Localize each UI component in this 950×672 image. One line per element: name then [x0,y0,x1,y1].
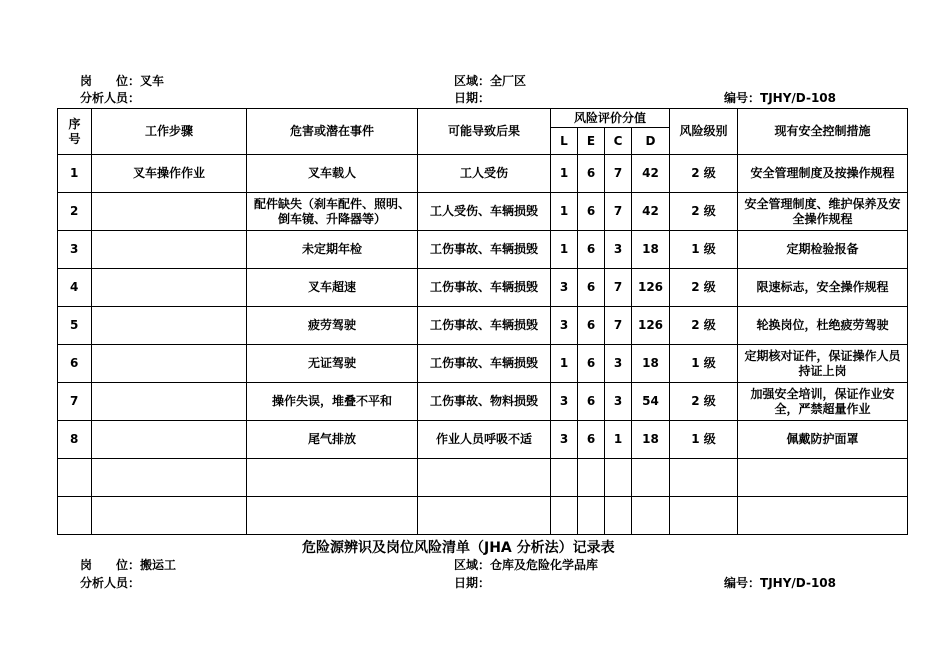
code-value-2: TJHY/D-108 [760,576,836,590]
row-C: 3 [605,345,632,383]
header-risk-eval: 风险评价分值 [551,109,670,128]
row-C [605,459,632,497]
row-D: 18 [632,231,670,269]
row-L: 3 [551,307,578,345]
table-row [58,269,908,307]
row-consequence [418,459,551,497]
row-consequence: 作业人员呼吸不适 [418,421,551,459]
date-line [454,91,490,105]
row-controls: 定期核对证件，保证操作人员持证上岗 [738,345,908,383]
row-C: 3 [605,231,632,269]
row-index [58,459,92,497]
row-consequence: 工伤事故、车辆损毁 [418,231,551,269]
row-E: 6 [578,345,605,383]
row-hazard: 疲劳驾驶 [247,307,418,345]
row-step [92,459,247,497]
row-index: 8 [58,421,92,459]
row-consequence: 工伤事故、物料损毁 [418,383,551,421]
row-controls: 安全管理制度及按操作规程 [738,155,908,193]
row-level: 2 级 [670,269,738,307]
row-hazard [247,459,418,497]
row-C: 7 [605,307,632,345]
row-E: 6 [578,307,605,345]
row-E: 6 [578,231,605,269]
date-line-2 [454,576,490,590]
row-step: 叉车操作作业 [92,155,247,193]
analyst-line-2 [80,576,140,590]
row-C: 3 [605,383,632,421]
table-row [58,497,908,535]
row-hazard: 无证驾驶 [247,345,418,383]
row-E: 6 [578,269,605,307]
row-level: 2 级 [670,383,738,421]
table-row [58,345,908,383]
row-L: 3 [551,421,578,459]
header-step: 工作步骤 [92,109,247,155]
row-controls: 佩戴防护面罩 [738,421,908,459]
table-row [58,383,908,421]
area-value: 全厂区 [490,74,527,88]
row-D: 42 [632,193,670,231]
row-step [92,345,247,383]
row-D: 126 [632,269,670,307]
row-E: 6 [578,193,605,231]
row-D [632,497,670,535]
table-row [58,231,908,269]
row-level: 2 级 [670,193,738,231]
row-E: 6 [578,421,605,459]
analyst-label-2: 分析人员： [80,576,141,590]
row-L [551,459,578,497]
header-consequence: 可能导致后果 [418,109,551,155]
row-E [578,459,605,497]
analyst-label: 分析人员： [80,91,141,105]
header-L: L [551,128,578,155]
header-E: E [578,128,605,155]
table-row [58,307,908,345]
row-level: 1 级 [670,345,738,383]
header-controls: 现有安全控制措施 [738,109,908,155]
row-L: 1 [551,345,578,383]
row-D [632,459,670,497]
position-label-2: 岗 位： [80,558,141,572]
row-hazard: 操作失误，堆叠不平和 [247,383,418,421]
row-level [670,459,738,497]
row-hazard: 未定期年检 [247,231,418,269]
row-index: 6 [58,345,92,383]
row-C: 7 [605,155,632,193]
row-level: 1 级 [670,421,738,459]
row-step [92,269,247,307]
row-E: 6 [578,155,605,193]
analyst-line [80,91,140,105]
code-line [724,91,836,105]
row-D: 126 [632,307,670,345]
row-consequence: 工人受伤 [418,155,551,193]
code-value: TJHY/D-108 [760,91,836,105]
area-line [454,74,526,88]
row-step [92,307,247,345]
code-label: 编号： [724,91,761,105]
row-controls: 轮换岗位，杜绝疲劳驾驶 [738,307,908,345]
position-line [80,74,164,88]
row-index: 7 [58,383,92,421]
row-L: 1 [551,231,578,269]
row-level: 2 级 [670,307,738,345]
row-L: 1 [551,155,578,193]
header-C: C [605,128,632,155]
row-controls: 限速标志，安全操作规程 [738,269,908,307]
table-body [58,155,908,535]
row-C: 7 [605,193,632,231]
row-consequence: 工伤事故、车辆损毁 [418,307,551,345]
date-label-2: 日期： [454,576,491,590]
table-row [58,459,908,497]
header-D: D [632,128,670,155]
row-controls [738,497,908,535]
form-title: 危险源辨识及岗位风险清单（JHA 分析法）记录表 [302,540,615,556]
header-hazard: 危害或潜在事件 [247,109,418,155]
row-step [92,421,247,459]
row-step [92,497,247,535]
row-E [578,497,605,535]
row-level: 2 级 [670,155,738,193]
row-step [92,193,247,231]
row-C [605,497,632,535]
area-label: 区域： [454,74,491,88]
row-index [58,497,92,535]
row-hazard: 叉车载人 [247,155,418,193]
row-consequence: 工伤事故、车辆损毁 [418,269,551,307]
position-value: 叉车 [140,74,165,88]
row-L: 3 [551,383,578,421]
row-consequence: 工伤事故、车辆损毁 [418,345,551,383]
table-row [58,193,908,231]
row-step [92,383,247,421]
row-index: 2 [58,193,92,231]
area-value-2: 仓库及危险化学品库 [490,558,599,572]
position-label: 岗 位： [80,74,141,88]
row-E: 6 [578,383,605,421]
row-D: 18 [632,345,670,383]
position-value-2: 搬运工 [140,558,177,572]
row-controls: 加强安全培训，保证作业安全，严禁超量作业 [738,383,908,421]
header-risk-level: 风险级别 [670,109,738,155]
row-hazard [247,497,418,535]
row-controls: 定期检验报备 [738,231,908,269]
position-line-2 [80,558,176,572]
row-index: 1 [58,155,92,193]
header-index: 序 号 [58,109,92,155]
code-label-2: 编号： [724,576,761,590]
row-hazard: 配件缺失（刹车配件、照明、倒车镜、升降器等） [247,193,418,231]
table-row [58,421,908,459]
date-label: 日期： [454,91,491,105]
row-index: 5 [58,307,92,345]
table-row [58,155,908,193]
row-consequence [418,497,551,535]
row-L: 3 [551,269,578,307]
code-line-2 [724,576,836,590]
row-level: 1 级 [670,231,738,269]
row-D: 54 [632,383,670,421]
row-controls [738,459,908,497]
row-C: 7 [605,269,632,307]
row-level [670,497,738,535]
row-step [92,231,247,269]
row-index: 3 [58,231,92,269]
row-controls: 安全管理制度、维护保养及安全操作规程 [738,193,908,231]
table-header-row [58,109,908,128]
jha-table [57,108,908,535]
row-D: 18 [632,421,670,459]
row-index: 4 [58,269,92,307]
area-line-2 [454,558,598,572]
row-L: 1 [551,193,578,231]
row-L [551,497,578,535]
row-hazard: 叉车超速 [247,269,418,307]
row-hazard: 尾气排放 [247,421,418,459]
row-D: 42 [632,155,670,193]
row-consequence: 工人受伤、车辆损毁 [418,193,551,231]
row-C: 1 [605,421,632,459]
area-label-2: 区域： [454,558,491,572]
